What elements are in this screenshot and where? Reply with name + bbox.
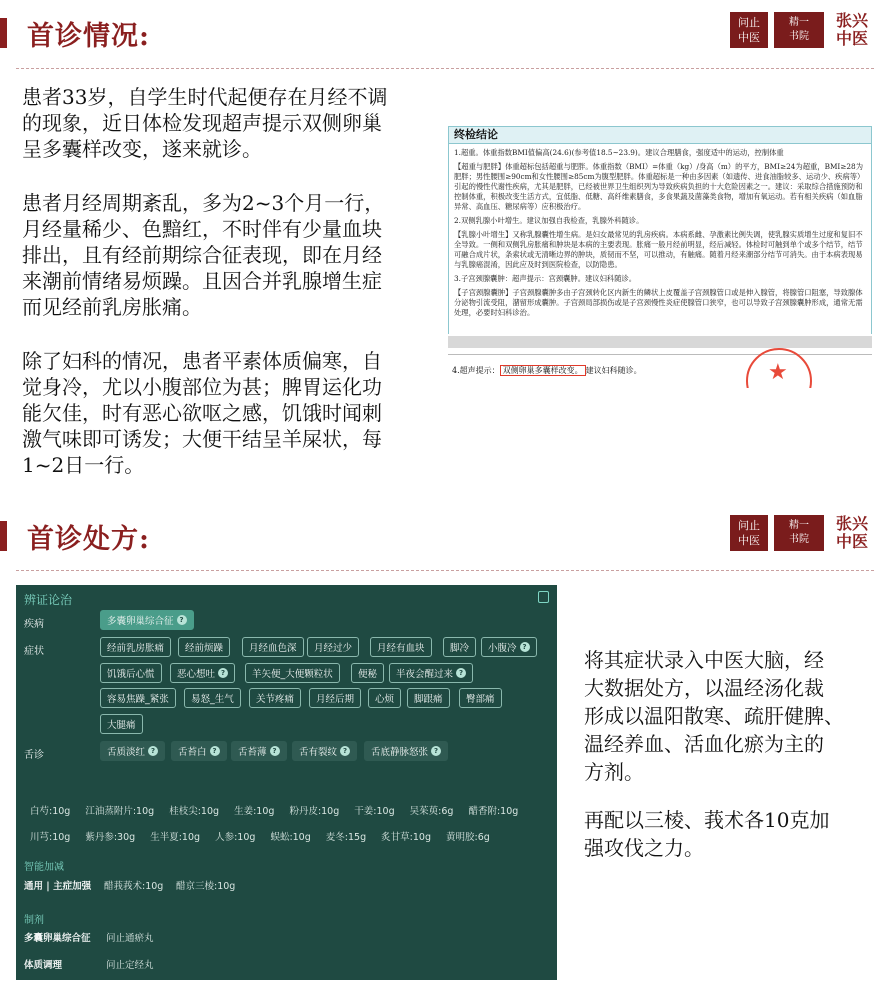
smart-adjust-key: 通用 | 主症加强 xyxy=(24,881,92,892)
symptom-chip[interactable]: 羊矢便_大便颗粒状 xyxy=(245,663,340,683)
logo-wenzhi: 问止 中医 xyxy=(730,515,768,551)
case-paragraph-3: 除了妇科的情况，患者平素体质偏寒，自 觉身冷，尤以小腹部位为甚；脾胃运化功 能欠佳，时有恶心欲呕之感，饥饿时闻刺 激气味即可诱发；大便干结呈羊屎状，每 1~2日一行。 xyxy=(22,349,382,477)
report-separator xyxy=(448,336,872,348)
herb-item: 干姜:10g xyxy=(354,806,395,817)
symptom-chip[interactable]: 恶心想吐 ? xyxy=(170,663,235,683)
smart-adjust-label: 智能加减 xyxy=(24,862,64,873)
section-title: 首诊处方: xyxy=(27,523,150,555)
herb-item: 麦冬:15g xyxy=(325,832,367,843)
herb-item: 人参:10g xyxy=(215,832,256,843)
info-icon: ? xyxy=(270,746,280,756)
hospital-stamp: ★ xyxy=(746,348,812,388)
herb-list-row-1 xyxy=(30,803,530,817)
case-paragraph-2: 患者月经周期紊乱，多为2~3个月一行， 月经量稀少、色黯红，不时伴有少量血块 排出，且有经前期综合征表现，即在月经 来潮前情绪易烦躁。且因合并乳腺增生症 而见经前乳房胀痛。 xyxy=(22,191,385,319)
herb-item: 生半夏:10g xyxy=(150,832,201,843)
herb-item: 川芎:10g xyxy=(30,832,71,843)
symptom-chip[interactable]: 经前乳房胀痛 xyxy=(100,637,171,657)
info-icon: ? xyxy=(148,746,158,756)
symptom-label: 症状 xyxy=(24,646,44,657)
symptom-chip[interactable]: 月经后期 xyxy=(309,688,361,708)
info-icon: ? xyxy=(431,746,441,756)
logo-zhangxing: 张兴 中医 xyxy=(835,11,868,48)
herb-item: 醋香附:10g xyxy=(468,806,519,817)
tongue-label: 舌诊 xyxy=(24,750,44,761)
info-icon: ? xyxy=(210,746,220,756)
symptom-chip[interactable]: 臀部痛 xyxy=(459,688,502,708)
tongue-chip[interactable]: 舌有裂纹 ? xyxy=(292,741,357,761)
prescription-explanation-2: 再配以三棱、莪术各10克加 强攻伐之力。 xyxy=(584,808,830,860)
tongue-chip[interactable]: 舌苔白 ? xyxy=(171,741,227,761)
symptom-chip[interactable]: 关节疼痛 xyxy=(249,688,301,708)
formula-key: 多囊卵巢综合征 xyxy=(24,933,91,944)
tongue-chip[interactable]: 舌底静脉怒张 ? xyxy=(364,741,448,761)
herb-item: 吴茱萸:6g xyxy=(409,806,454,817)
formula-value: 问止定经丸 xyxy=(106,960,154,971)
accent-bar xyxy=(0,18,7,48)
prescription-explanation-1: 将其症状录入中医大脑，经 大数据处方，以温经汤化裁 形成以温阳散寒、疏肝健脾、 温经养血、活血化瘀为主的 方剂。 xyxy=(584,648,844,784)
herb-item: 粉丹皮:10g xyxy=(289,806,340,817)
section-header-first-visit xyxy=(0,10,150,56)
disease-chip[interactable]: 多囊卵巢综合征 ? xyxy=(100,610,194,630)
info-icon: ? xyxy=(456,668,466,678)
herb-item: 桂枝尖:10g xyxy=(169,806,220,817)
smart-adjust-herb: 醋莪莪术:10g xyxy=(104,881,164,892)
herb-item: 江油蒸附片:10g xyxy=(85,806,155,817)
report-header: 终检结论 xyxy=(448,126,872,144)
logo-zhangxing: 张兴 中医 xyxy=(835,514,868,551)
info-icon: ? xyxy=(177,615,187,625)
panel-title: 辨证论治 xyxy=(24,593,73,607)
document-icon[interactable] xyxy=(538,591,549,603)
case-paragraph-1: 患者33岁，自学生时代起便存在月经不调 的现象，近日体检发现超声提示双侧卵巢 呈多囊样改变，遂来就诊。 xyxy=(22,85,388,161)
info-icon: ? xyxy=(218,668,228,678)
brand-logo xyxy=(730,513,874,553)
tongue-chip[interactable]: 舌质淡红 ? xyxy=(100,741,165,761)
herb-item: 紫丹参:30g xyxy=(85,832,136,843)
symptom-chip[interactable]: 易怒_生气 xyxy=(184,688,241,708)
formula-value: 问止通瘀丸 xyxy=(106,933,154,944)
symptom-chip[interactable]: 容易焦躁_紧张 xyxy=(100,688,176,708)
exam-report-image xyxy=(448,126,872,396)
symptom-chip[interactable]: 月经血色深 xyxy=(242,637,304,657)
logo-wenzhi: 问止 中医 xyxy=(730,12,768,48)
symptom-chip[interactable]: 月经过少 xyxy=(307,637,359,657)
formula-key: 体质调理 xyxy=(24,960,63,971)
herb-item: 生姜:10g xyxy=(234,806,275,817)
herb-item: 蜈蚣:10g xyxy=(270,832,311,843)
highlight-box: 双侧卵巢多囊样改变。 xyxy=(500,365,586,376)
logo-jingyi: 精一 书院 xyxy=(774,12,824,48)
report-body: 1.超重。体重指数BMI值偏高(24.6)(参考值18.5~23.9)。建议合理膳食，强度适中的运动，控制体重 【超重与肥胖】体重超标包括超重与肥胖。体重指数（BMI）=体重（kg）/身高（m）的平方，BMI≥24为超重，BMI≥28为肥胖；男性腰围≥90cm和女性腰围≥85cm为腹型肥胖。体重超标是一种由多因素（如遗传、进食油脂较多、运动少、疾病等）引起的慢性代谢性疾病，尤其是肥胖，已经被世界卫生组织列为导致疾病负担的十大危险因素之一。建议：采取综合措施预防和控制体重，积极改变生活方式，宜低脂、低糖、高纤维素膳食，多食果蔬及菌藻类食物，增加有氧运动。若有相关疾病（如血脂异常、高血压、糖尿病等）应积极治疗。 2.双侧乳腺小叶增生。建议加强自我检查，乳腺外科随诊。 【乳腺小叶增生】又称乳腺囊性增生病。是妇女最常见的乳房疾病。本病系雌、孕激素比例失调，使乳腺实质增生过度和复旧不全导致。一侧和双侧乳房胀痛和肿块是本病的主要表现。胀痛一般月经前明显，经后减轻。体检时可触到单个或多个结节，结节可融合成片状，条索状或无清晰边界的肿块，质韧而不坚，可以推动，有触痛。随着月经来潮部分结节可消失。由于本病表现易与乳腺癌混淆，因此应及时到医院检查，以防隐患。 3.子宫颈腺囊肿：超声提示：宫颈囊肿。建议妇科随诊。 【子宫颈腺囊肿】子宫颈腺囊肿多由子宫颈转化区内新生的鳞状上皮覆盖子宫颈腺管口或是伸入腺管，将腺管口阻塞，导致腺体分泌物引流受阻，潴留形成囊肿。子宫颈局部损伤或是子宫颈慢性炎症使腺管口狭窄，也可以导致子宫颈腺囊肿形成，通常无需处理，必要时妇科诊治。 xyxy=(448,144,872,334)
info-icon: ? xyxy=(340,746,350,756)
herb-item: 黄明胶:6g xyxy=(446,832,490,843)
symptom-chip[interactable]: 心烦 xyxy=(368,688,401,708)
symptom-chip[interactable]: 小腹冷 ? xyxy=(481,637,537,657)
symptom-chip[interactable]: 便秘 xyxy=(351,663,384,683)
divider xyxy=(16,570,874,571)
smart-adjust-herb: 醋京三棱:10g xyxy=(176,881,236,892)
section-header-prescription xyxy=(0,513,150,559)
report-ultrasound-line: 4.超声提示： 双侧卵巢多囊样改变。 建议妇科随诊。 xyxy=(448,354,872,380)
herb-item: 炙甘草:10g xyxy=(381,832,431,843)
section-title: 首诊情况: xyxy=(27,20,150,52)
brand-logo xyxy=(730,10,874,50)
symptom-chip[interactable]: 月经有血块 xyxy=(370,637,432,657)
herb-list-row-2 xyxy=(30,829,502,843)
symptom-chip[interactable]: 半夜会醒过来 ? xyxy=(389,663,473,683)
info-icon: ? xyxy=(520,642,530,652)
symptom-chip[interactable]: 大腿痛 xyxy=(100,714,143,734)
symptom-chip[interactable]: 经前烦躁 xyxy=(178,637,230,657)
symptom-chip[interactable]: 脚冷 xyxy=(443,637,476,657)
accent-bar xyxy=(0,521,7,551)
logo-jingyi: 精一 书院 xyxy=(774,515,824,551)
syndrome-differentiation-panel xyxy=(16,585,557,980)
tongue-chip[interactable]: 舌苔薄 ? xyxy=(231,741,287,761)
formula-label: 制剂 xyxy=(24,915,44,926)
symptom-chip[interactable]: 饥饿后心慌 xyxy=(100,663,162,683)
symptom-chip[interactable]: 脚跟痛 xyxy=(407,688,450,708)
divider xyxy=(16,68,874,69)
herb-item: 白芍:10g xyxy=(30,806,71,817)
disease-label: 疾病 xyxy=(24,619,44,630)
